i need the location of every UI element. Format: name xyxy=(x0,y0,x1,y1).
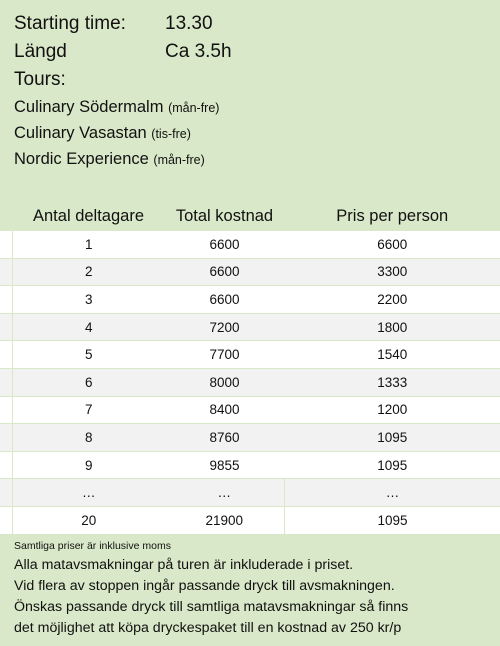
table-row xyxy=(0,286,500,314)
cell-participants: 4 xyxy=(13,313,165,341)
tour-name: Culinary Vasastan xyxy=(14,124,147,142)
header-spacer xyxy=(0,202,13,231)
footer-line: Vid flera av stoppen ingår passande dryck till avsmakningen. xyxy=(14,578,395,594)
tour-item xyxy=(14,146,500,172)
cell-total-cost: 8760 xyxy=(165,424,285,452)
table-row xyxy=(0,231,500,259)
tour-name: Culinary Södermalm xyxy=(14,98,164,116)
cell-participants: 6 xyxy=(13,368,165,396)
table-row xyxy=(0,396,500,424)
cell-total-cost: 9855 xyxy=(165,451,285,479)
cell-participants: 3 xyxy=(13,286,165,314)
row-spacer xyxy=(0,286,13,314)
table-row xyxy=(0,258,500,286)
column-header-participants: Antal deltagare xyxy=(13,202,165,231)
price-table-header xyxy=(0,202,500,231)
cell-price-per-person: 2200 xyxy=(285,286,500,314)
row-spacer xyxy=(0,313,13,341)
row-spacer xyxy=(0,424,13,452)
cell-price-per-person: 3300 xyxy=(285,258,500,286)
tour-days: (mån-fre) xyxy=(168,101,220,115)
duration-row xyxy=(14,38,500,66)
table-row xyxy=(0,341,500,369)
footer-line: det möjlighet att köpa dryckespaket till en kostnad av 250 kr/p xyxy=(14,620,402,636)
cell-price-per-person: 1540 xyxy=(285,341,500,369)
cell-price-per-person: 6600 xyxy=(285,231,500,259)
footer-line: Önskas passande dryck till samtliga matavsmakningar så finns xyxy=(14,599,409,615)
cell-total-cost: 7200 xyxy=(165,313,285,341)
starting-time-value: 13.30 xyxy=(165,13,213,34)
cell-price-per-person: 1800 xyxy=(285,313,500,341)
cell-price-per-person: 1095 xyxy=(285,424,500,452)
price-table xyxy=(0,202,500,534)
tour-item xyxy=(14,94,500,120)
cell-price-per-person: 1200 xyxy=(285,396,500,424)
tours-label: Tours: xyxy=(14,69,66,90)
cell-total-cost: … xyxy=(165,479,285,507)
cell-total-cost: 8400 xyxy=(165,396,285,424)
table-row xyxy=(0,424,500,452)
vat-note: Samtliga priser är inklusive moms xyxy=(14,540,171,552)
table-row xyxy=(0,479,500,507)
column-header-total-cost: Total kostnad xyxy=(165,202,285,231)
tour-item xyxy=(14,120,500,146)
table-row xyxy=(0,313,500,341)
duration-value: Ca 3.5h xyxy=(165,41,232,62)
cell-participants: … xyxy=(13,479,165,507)
row-spacer xyxy=(0,396,13,424)
cell-participants: 5 xyxy=(13,341,165,369)
cell-price-per-person: 1095 xyxy=(285,451,500,479)
table-row xyxy=(0,368,500,396)
cell-participants: 20 xyxy=(13,506,165,533)
starting-time-label: Starting time: xyxy=(14,13,126,34)
cell-total-cost: 6600 xyxy=(165,286,285,314)
footer-line: Alla matavsmakningar på turen är inkluderade i priset. xyxy=(14,557,354,573)
cell-participants: 7 xyxy=(13,396,165,424)
column-header-price-per-person: Pris per person xyxy=(285,202,500,231)
cell-participants: 1 xyxy=(13,231,165,259)
cell-total-cost: 21900 xyxy=(165,506,285,533)
row-spacer xyxy=(0,341,13,369)
tour-name: Nordic Experience xyxy=(14,150,149,168)
cell-total-cost: 7700 xyxy=(165,341,285,369)
cell-participants: 2 xyxy=(13,258,165,286)
row-spacer xyxy=(0,479,13,507)
row-spacer xyxy=(0,231,13,259)
cell-total-cost: 8000 xyxy=(165,368,285,396)
table-row xyxy=(0,451,500,479)
row-spacer xyxy=(0,451,13,479)
cell-price-per-person: 1095 xyxy=(285,506,500,533)
row-spacer xyxy=(0,258,13,286)
cell-participants: 9 xyxy=(13,451,165,479)
row-spacer xyxy=(0,506,13,533)
footer-notes xyxy=(14,537,494,639)
tour-days: (mån-fre) xyxy=(153,153,205,167)
starting-time-row xyxy=(14,10,500,38)
table-row xyxy=(0,506,500,533)
cell-total-cost: 6600 xyxy=(165,231,285,259)
cell-price-per-person: … xyxy=(285,479,500,507)
row-spacer xyxy=(0,368,13,396)
cell-participants: 8 xyxy=(13,424,165,452)
tour-info xyxy=(0,0,500,196)
duration-label: Längd xyxy=(14,41,67,62)
cell-price-per-person: 1333 xyxy=(285,368,500,396)
cell-total-cost: 6600 xyxy=(165,258,285,286)
tour-days: (tis-fre) xyxy=(151,127,191,141)
